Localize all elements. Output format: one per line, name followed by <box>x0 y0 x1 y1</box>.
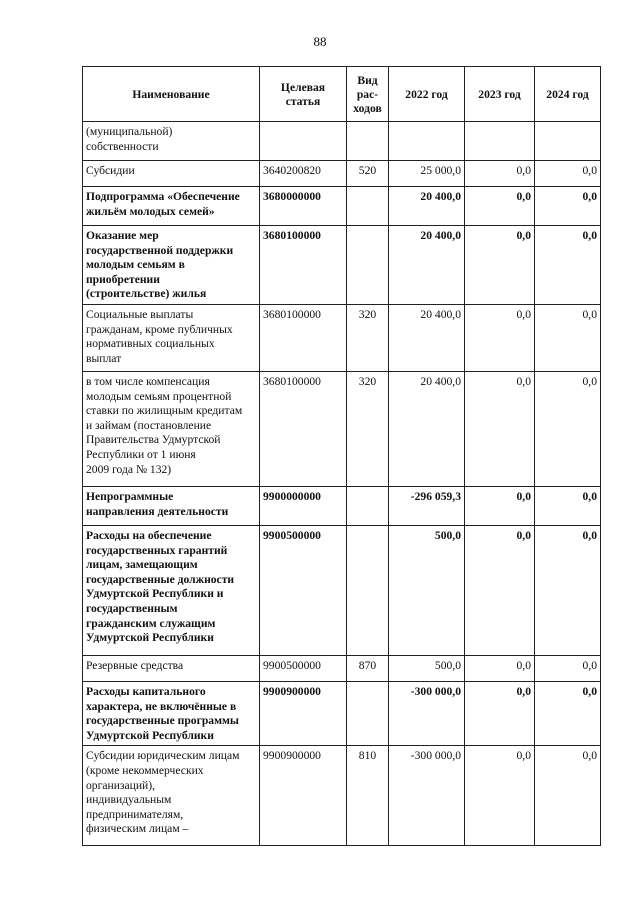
table-row <box>83 304 601 371</box>
row-name: Подпрограмма «Обеспечение жильём молодых семей» <box>83 187 260 226</box>
table-row <box>83 226 601 305</box>
row-target-article: 9900500000 <box>260 655 347 681</box>
header-2022: 2022 год <box>389 67 465 122</box>
header-name: Наименование <box>83 67 260 122</box>
row-value-2023: 0,0 <box>465 486 535 525</box>
row-value-2023: 0,0 <box>465 226 535 305</box>
row-target-article: 9900900000 <box>260 681 347 745</box>
row-value-2024: 0,0 <box>535 486 601 525</box>
row-value-2024: 0,0 <box>535 681 601 745</box>
row-expense-type: 810 <box>347 746 389 846</box>
table-row <box>83 161 601 187</box>
row-value-2024: 0,0 <box>535 304 601 371</box>
row-value-2022: -300 000,0 <box>389 681 465 745</box>
row-expense-type: 320 <box>347 371 389 486</box>
row-value-2022: 20 400,0 <box>389 226 465 305</box>
header-article: Целевая статья <box>260 67 347 122</box>
row-value-2023: 0,0 <box>465 161 535 187</box>
page-number: 88 <box>313 34 327 49</box>
row-expense-type <box>347 226 389 305</box>
row-value-2022: 20 400,0 <box>389 187 465 226</box>
row-expense-type <box>347 525 389 655</box>
row-name: Резервные средства <box>83 655 260 681</box>
row-expense-type: 320 <box>347 304 389 371</box>
row-target-article: 9900000000 <box>260 486 347 525</box>
row-name: (муниципальной) собственности <box>83 122 260 161</box>
row-target-article: 3640200820 <box>260 161 347 187</box>
row-value-2024: 0,0 <box>535 525 601 655</box>
row-target-article: 3680000000 <box>260 187 347 226</box>
row-value-2024: 0,0 <box>535 226 601 305</box>
row-value-2022: -300 000,0 <box>389 746 465 846</box>
header-2023: 2023 год <box>465 67 535 122</box>
row-name: Расходы капитального характера, не включённые в государственные программы Удмуртской Республики <box>83 681 260 745</box>
row-expense-type: 520 <box>347 161 389 187</box>
table-row <box>83 187 601 226</box>
row-value-2024: 0,0 <box>535 746 601 846</box>
row-name: Социальные выплаты гражданам, кроме публичных нормативных социальных выплат <box>83 304 260 371</box>
row-target-article <box>260 122 347 161</box>
row-expense-type: 870 <box>347 655 389 681</box>
row-target-article: 3680100000 <box>260 226 347 305</box>
table-row <box>83 525 601 655</box>
header-row <box>83 67 601 122</box>
row-target-article: 9900900000 <box>260 746 347 846</box>
row-value-2024 <box>535 122 601 161</box>
row-value-2023: 0,0 <box>465 681 535 745</box>
row-value-2024: 0,0 <box>535 371 601 486</box>
row-value-2024: 0,0 <box>535 655 601 681</box>
row-value-2023: 0,0 <box>465 187 535 226</box>
row-target-article: 3680100000 <box>260 304 347 371</box>
row-value-2022 <box>389 122 465 161</box>
row-name: Непрограммные направления деятельности <box>83 486 260 525</box>
table-row <box>83 486 601 525</box>
row-value-2023: 0,0 <box>465 525 535 655</box>
row-expense-type <box>347 187 389 226</box>
row-name: Оказание мер государственной поддержки молодым семьям в приобретении (строительстве) жилья <box>83 226 260 305</box>
row-value-2022: 20 400,0 <box>389 371 465 486</box>
row-target-article: 9900500000 <box>260 525 347 655</box>
row-value-2022: 20 400,0 <box>389 304 465 371</box>
row-expense-type <box>347 681 389 745</box>
row-expense-type <box>347 122 389 161</box>
row-value-2024: 0,0 <box>535 187 601 226</box>
row-target-article: 3680100000 <box>260 371 347 486</box>
row-value-2023: 0,0 <box>465 746 535 846</box>
row-value-2022: -296 059,3 <box>389 486 465 525</box>
row-name: Субсидии <box>83 161 260 187</box>
table-row <box>83 655 601 681</box>
row-value-2022: 500,0 <box>389 655 465 681</box>
row-value-2022: 25 000,0 <box>389 161 465 187</box>
table-row <box>83 122 601 161</box>
row-value-2023: 0,0 <box>465 655 535 681</box>
row-value-2022: 500,0 <box>389 525 465 655</box>
row-value-2024: 0,0 <box>535 161 601 187</box>
row-value-2023 <box>465 122 535 161</box>
row-value-2023: 0,0 <box>465 304 535 371</box>
budget-table <box>82 66 601 846</box>
row-name: Расходы на обеспечение государственных гарантий лицам, замещающим государственные должности Удмуртской Республики и государственным гражданским служащим Удмуртской Республики <box>83 525 260 655</box>
table-row <box>83 681 601 745</box>
row-name: Субсидии юридическим лицам (кроме некоммерческих организаций), индивидуальным предпринимателям, физическим лицам – <box>83 746 260 846</box>
table-row <box>83 371 601 486</box>
row-expense-type <box>347 486 389 525</box>
header-2024: 2024 год <box>535 67 601 122</box>
table-row <box>83 746 601 846</box>
header-vid: Вид рас- ходов <box>347 67 389 122</box>
row-value-2023: 0,0 <box>465 371 535 486</box>
row-name: в том числе компенсация молодым семьям процентной ставки по жилищным кредитам и займам (постановление Правительства Удмуртской Республики от 1 июня 2009 года № 132) <box>83 371 260 486</box>
